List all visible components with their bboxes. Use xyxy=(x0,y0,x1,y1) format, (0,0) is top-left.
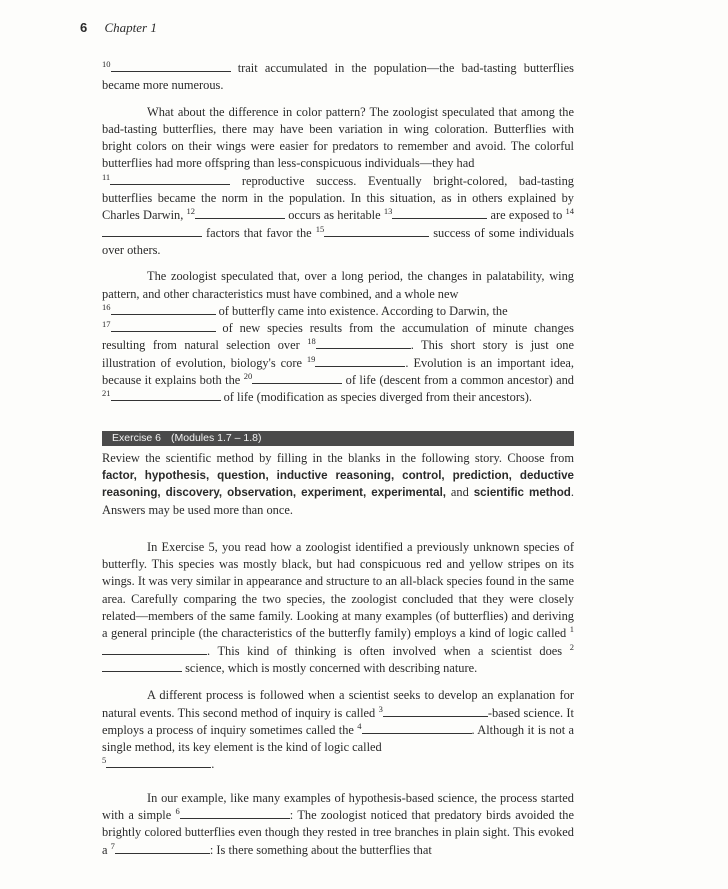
blank-21[interactable] xyxy=(111,390,221,401)
ex6-paragraph-1: In Exercise 5, you read how a zoologist identified a previously unknown species of butterfly. This species was mostly black, but had conspicuous red and yellow stripes on its wings. It was very similar in appearance and structure to an all-black species found in the same area. Carefully comparing the two species, the zoologist concluded that they were closely related—members of the same family. Looking at many examples (of butterflies) and deriving a general principle (the characteristics of the butterfly family) employs a kind of logic called $^1$. This kind of thinking is often involved when a scientist does $^2$ science, which is mostly concerned with describing nature. xyxy=(102,539,574,675)
blank-14[interactable] xyxy=(102,226,202,237)
page-body xyxy=(102,60,574,859)
blank-6[interactable] xyxy=(180,808,290,819)
running-header xyxy=(80,20,157,36)
exercise-6-instructions: Review the scientific method by filling in the blanks in the following story. Choose from factor, hypothesis, question, inductive reasoning, control, prediction, deductive reasoning, discovery, observation, experiment, experimental, and scientific method. Answers may be used more than once. xyxy=(102,450,574,517)
blank-11[interactable] xyxy=(110,174,230,185)
exercise-modules: (Modules 1.7 – 1.8) xyxy=(171,431,262,444)
blank-15[interactable] xyxy=(324,226,429,237)
term-list: factor, hypothesis, question, inductive reasoning, control, prediction, deductive reasoning, discovery, observation, experiment, experimental, xyxy=(102,468,574,500)
ex6-paragraph-2: A different process is followed when a scientist seeks to develop an explanation for natural events. This second method of inquiry is called $^3$ -based science. It employs a process of inquiry sometimes called the $^4$ . Although it is not a single method, its key element is the kind of logic called $^5$ . xyxy=(102,688,574,772)
term-last: scientific method xyxy=(473,486,571,500)
ex6-paragraph-3: In our example, like many examples of hypothesis-based science, the process started with a simple $^6$ : The zoologist noticed that predatory birds avoided the brightly colored butterflies even though they rested in tree branches in plain sight. This evoked a $^7$ : Is there something about the butterflies that xyxy=(102,790,574,857)
blank-2[interactable] xyxy=(102,661,182,672)
blank-7[interactable] xyxy=(115,843,210,854)
ex5-paragraph-1: $^{10}$ trait accumulated in the population—the bad-tasting butterflies became more numerous. xyxy=(102,59,574,93)
blank-10[interactable] xyxy=(111,61,231,72)
exercise-6-header xyxy=(102,431,574,446)
blank-12[interactable] xyxy=(195,208,285,219)
blank-19[interactable] xyxy=(315,356,405,367)
exercise-label: Exercise 6 xyxy=(112,431,162,444)
blank-17[interactable] xyxy=(111,321,216,332)
blank-1[interactable] xyxy=(102,644,207,655)
blank-number: 10 xyxy=(102,59,111,69)
blank-3[interactable] xyxy=(383,706,488,717)
chapter-title: Chapter 1 xyxy=(104,20,157,35)
blank-18[interactable] xyxy=(316,338,411,349)
blank-5[interactable] xyxy=(106,757,211,768)
blank-16[interactable] xyxy=(111,304,216,315)
blank-4[interactable] xyxy=(362,723,472,734)
ex5-paragraph-2: What about the difference in color pattern? The zoologist speculated that among the bad-tasting butterflies, there may have been variation in wing coloration. Butterflies with bright colors on their wings were easier for predators to remember and avoid. The colorful butterflies had more offspring than less-conspicuous individuals—they had $^{11}$ reproductive success. Eventually bright-colored, bad-tasting butterflies became the norm in the population. In this situation, as in others explained by Charles Darwin, $^{12}$ occurs as heritable $^{13}$ are exposed to $^{14}$ factors that favor the $^{15}$ success of some individuals over others. xyxy=(102,104,574,257)
page-number: 6 xyxy=(80,20,88,35)
ex5-paragraph-3: The zoologist speculated that, over a long period, the changes in palatability, wing pattern, and other characteristics must have combined, and a whole new $^{16}$ of butterfly came into existence. According to Darwin, the $^{17}$ of new species results from the accumulation of minute changes resulting from natural selection over $^{18}$ . This short story is just one illustration of evolution, biology's core $^{19}$ . Evolution is an important idea, because it explains both the $^{20}$ of life (descent from a common ancestor) and $^{21}$ of life (modification as species diverged from their ancestors). xyxy=(102,269,574,405)
blank-13[interactable] xyxy=(392,208,487,219)
blank-20[interactable] xyxy=(252,373,342,384)
